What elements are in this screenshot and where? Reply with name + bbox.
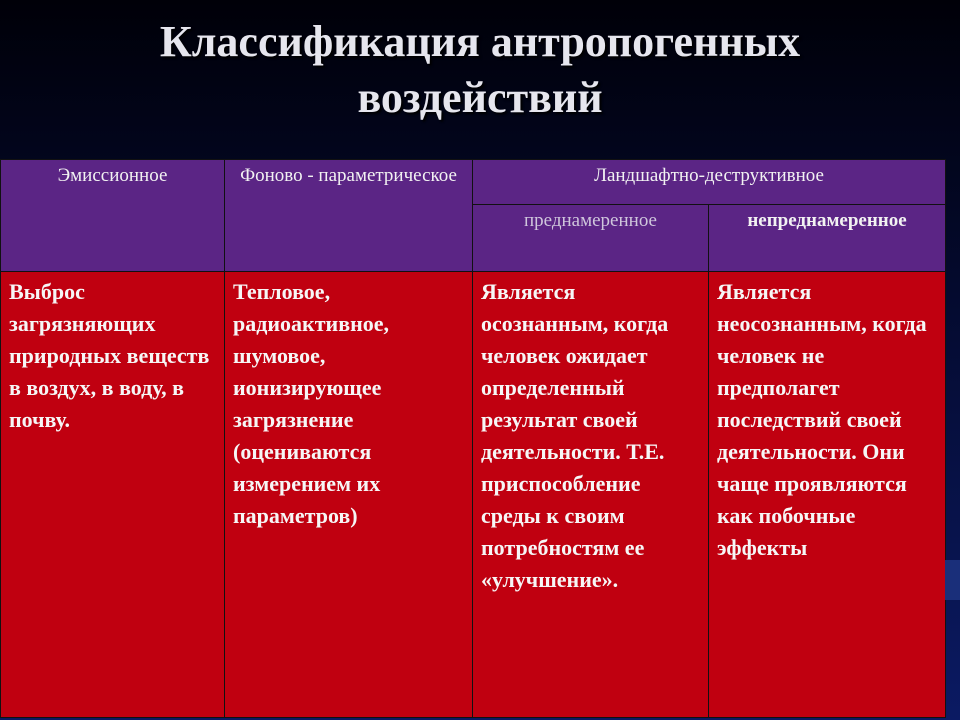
slide-title-line-1: Классификация антропогенных	[159, 17, 801, 66]
header-unintentional-label: непреднамеренное	[747, 210, 907, 231]
cell-intentional-text: Является осознанным, когда человек ожидает определенный результат своей деятельности. Т.Е. приспособление среды к своим потребностям ее «улучшение».	[481, 279, 669, 592]
slide-edge-decoration	[945, 560, 960, 600]
classification-table	[0, 159, 946, 718]
header-background-parametric	[225, 160, 473, 272]
header-emission	[1, 160, 225, 272]
cell-background-parametric	[225, 272, 473, 718]
cell-unintentional-text: Является неосознанным, когда человек не предполагет последствий своей деятельности. Они чаще проявляются как побочные эффекты	[717, 279, 927, 560]
header-emission-label: Эмиссионное	[57, 165, 168, 186]
cell-background-parametric-text: Тепловое, радиоактивное, шумовое, ионизирующее загрязнение (оцениваются измерением их параметров)	[233, 279, 390, 528]
slide-title-line-2: воздействий	[357, 73, 603, 122]
slide-title	[0, 14, 960, 126]
cell-emission-text: Выброс загрязняющих природных веществ в воздух, в воду, в почву.	[9, 279, 210, 432]
header-landscape-destructive-label: Ландшафтно-деструктивное	[594, 165, 824, 186]
header-landscape-destructive	[473, 160, 946, 205]
table-body-row	[1, 272, 946, 718]
header-intentional	[473, 205, 709, 272]
table-header-row-1	[1, 160, 946, 205]
cell-intentional	[473, 272, 709, 718]
header-unintentional	[709, 205, 946, 272]
header-intentional-label: преднамеренное	[523, 210, 657, 231]
cell-emission	[1, 272, 225, 718]
header-background-parametric-label: Фоново - параметрическое	[240, 165, 457, 186]
cell-unintentional	[709, 272, 946, 718]
